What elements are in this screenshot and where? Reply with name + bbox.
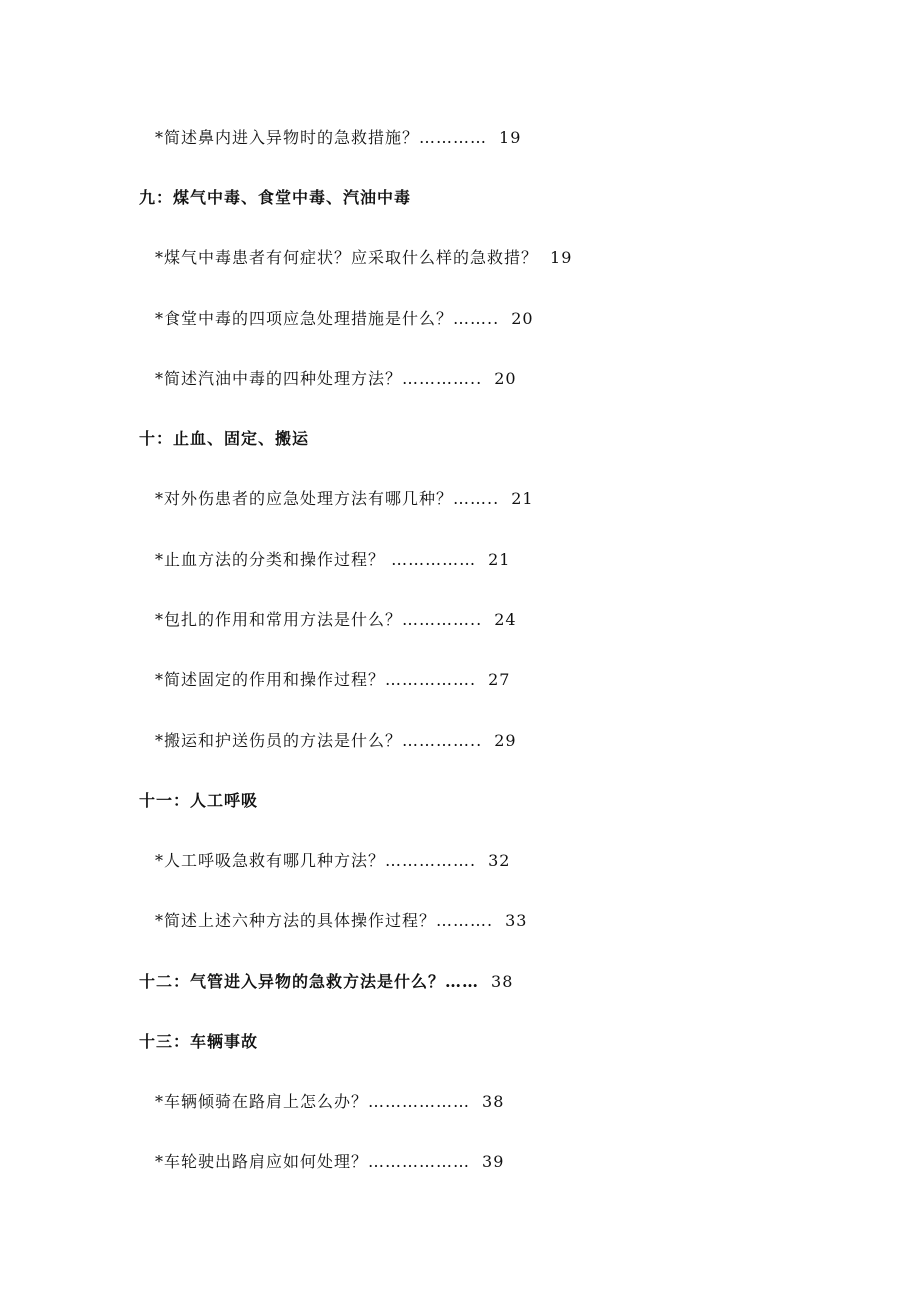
- toc-item-text: *食堂中毒的四项应急处理措施是什么？……..: [155, 309, 500, 328]
- toc-item-vehicle-on-shoulder: [155, 1092, 504, 1112]
- toc-page-number: 19: [550, 248, 573, 267]
- toc-item-text: *简述汽油中毒的四种处理方法？…………..: [155, 369, 483, 388]
- toc-item-transport-wounded: [155, 731, 517, 751]
- toc-page-number: 38: [491, 972, 514, 991]
- toc-heading-text: 十：止血、固定、搬运: [139, 429, 310, 448]
- toc-item-wheel-off-shoulder: [155, 1152, 504, 1172]
- toc-item-respiration-methods: [155, 851, 510, 871]
- toc-item-text: *包扎的作用和常用方法是什么？…………..: [155, 610, 483, 629]
- toc-item-hemostasis-methods: [155, 550, 510, 570]
- toc-page-number: 39: [482, 1152, 505, 1171]
- toc-page-number: 20: [494, 369, 517, 388]
- toc-page-number: 19: [499, 128, 522, 147]
- toc-heading-text: 十一：人工呼吸: [139, 791, 259, 810]
- toc-page-number: 27: [488, 670, 511, 689]
- toc-page-number: 24: [494, 610, 517, 629]
- toc-item-nose-foreign-body: [155, 128, 521, 148]
- toc-heading-bleeding-fixation-transport: [139, 429, 309, 449]
- toc-item-canteen-poisoning: [155, 309, 534, 329]
- toc-page-number: 21: [511, 489, 534, 508]
- toc-item-text: *简述鼻内进入异物时的急救措施？…………: [155, 128, 488, 147]
- toc-heading-airway-foreign-body: [139, 972, 513, 992]
- toc-page-number: 29: [494, 731, 517, 750]
- toc-item-trauma-handling: [155, 489, 534, 509]
- toc-heading-vehicle-accident: [139, 1032, 258, 1052]
- toc-item-fixation: [155, 670, 510, 690]
- toc-page-number: 33: [505, 911, 528, 930]
- toc-item-text: *煤气中毒患者有何症状？应采取什么样的急救措？: [155, 248, 539, 267]
- toc-item-six-methods-procedure: [155, 911, 527, 931]
- toc-item-text: *止血方法的分类和操作过程？ ……………: [155, 550, 477, 569]
- toc-item-bandaging: [155, 610, 517, 630]
- toc-page-number: 21: [488, 550, 511, 569]
- toc-item-text: *简述上述六种方法的具体操作过程？……….: [155, 911, 494, 930]
- toc-heading-text: 十二：气管进入异物的急救方法是什么？……: [139, 972, 480, 991]
- toc-item-text: *车轮驶出路肩应如何处理？………………: [155, 1152, 471, 1171]
- toc-heading-text: 十三：车辆事故: [139, 1032, 259, 1051]
- toc-item-text: *搬运和护送伤员的方法是什么？…………..: [155, 731, 483, 750]
- toc-item-text: *车辆倾骑在路肩上怎么办？………………: [155, 1092, 471, 1111]
- toc-item-text: *对外伤患者的应急处理方法有哪几种？……..: [155, 489, 500, 508]
- toc-page-number: 32: [488, 851, 511, 870]
- toc-page-number: 20: [511, 309, 534, 328]
- toc-item-text: *人工呼吸急救有哪几种方法？…………….: [155, 851, 477, 870]
- toc-item-gasoline-poisoning: [155, 369, 517, 389]
- toc-heading-artificial-respiration: [139, 791, 258, 811]
- toc-item-gas-poisoning: [155, 248, 572, 268]
- toc-page-number: 38: [482, 1092, 505, 1111]
- toc-heading-poisoning: [139, 188, 411, 208]
- toc-item-text: *简述固定的作用和操作过程？…………….: [155, 670, 477, 689]
- toc-heading-text: 九：煤气中毒、食堂中毒、汽油中毒: [139, 188, 412, 207]
